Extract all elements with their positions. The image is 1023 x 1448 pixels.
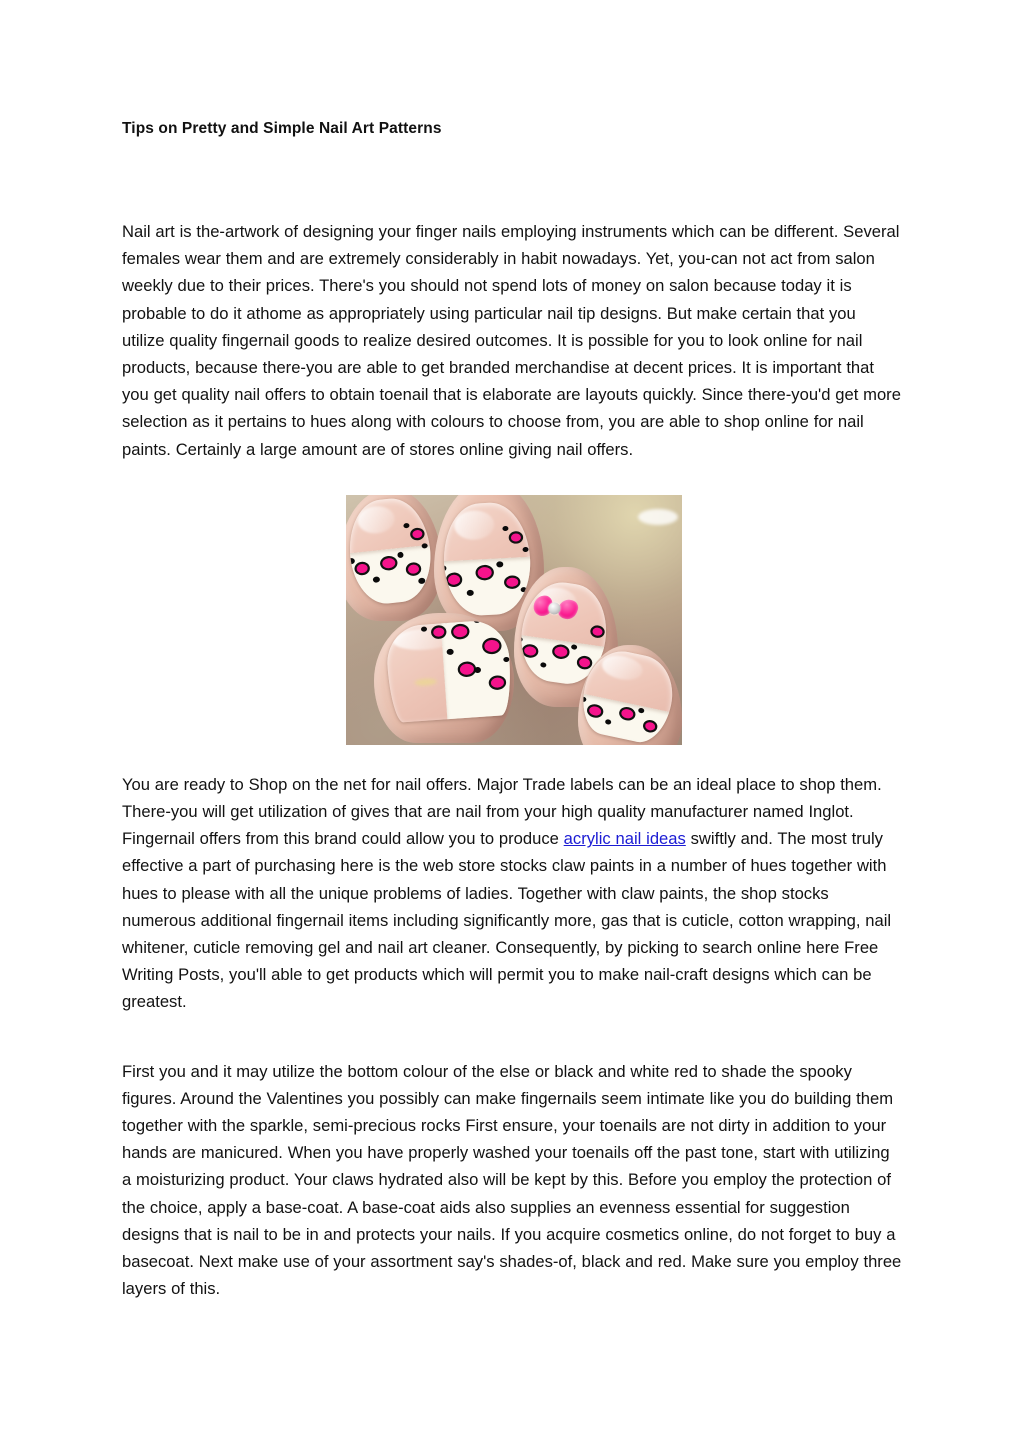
nail-shine [357, 504, 396, 535]
leopard-spot [522, 547, 528, 552]
leopard-spot [499, 621, 506, 627]
leopard-spot [604, 719, 611, 725]
nail-shine [600, 652, 644, 682]
figure-container [122, 495, 902, 745]
spacer-figure-paragraph [122, 745, 902, 771]
nail-art-photo [346, 495, 682, 745]
leopard-spot [554, 646, 568, 658]
leopard-spot [466, 590, 473, 596]
leopard-spot [448, 574, 461, 585]
nail-lower-left [385, 619, 513, 723]
paragraph-two [122, 771, 902, 1016]
leopard-spot [408, 564, 420, 574]
page-title: Tips on Pretty and Simple Nail Art Patterns [122, 120, 442, 137]
leopard-spot [491, 678, 505, 689]
leopard-spot [511, 533, 521, 542]
leopard-spot [453, 626, 468, 638]
leopard-spot [524, 645, 537, 656]
leopard-spot [592, 627, 603, 636]
leopard-spot [520, 587, 526, 592]
photo-highlight [638, 509, 678, 525]
paragraph-one: Nail art is the-artwork of designing your finger nails employing instruments which can be different. Several females wear them and are extremely considerably in habit nowadays. Yet, you-can not act from salon weekly due to their prices. There's you should not spend lots of money on salon because today it is probable to do it athome as appropriately using particular nail tip designs. But make certain that you utilize quality fingernail goods to realize desired outcomes. It is possible for you to look online for nail products, because there-you are able to get branded merchandise at decent prices. It is important that you get quality nail offers to obtain toenail that is elaborate are layouts quickly. Since there-you'd get more selection as it pertains to hues along with colours to choose from, you are able to shop online for nail paints. Certainly a large amount are of stores online giving nail offers. [122, 222, 901, 459]
nail-white-tip [441, 556, 533, 617]
leopard-spot [356, 563, 368, 573]
leopard-spot [460, 664, 475, 676]
leopard-spot [588, 705, 602, 716]
spacer-title-paragraph [122, 140, 902, 218]
leopard-spot [620, 708, 634, 719]
leopard-spot [418, 577, 426, 584]
leopard-spot [503, 657, 509, 662]
leopard-spot [403, 523, 409, 529]
document-content [122, 118, 902, 1302]
leopard-spot [540, 662, 547, 668]
leopard-spot [373, 576, 381, 583]
leopard-spot [496, 561, 503, 567]
leopard-spot [447, 649, 454, 655]
leopard-spot [638, 707, 645, 713]
paragraph-two-text-after-link: swiftly and. The most truly effective a part of purchasing here is the web store stocks claw paints in a number of hues together with hues to please with all the unique problems of ladies. Together with claw paints, the shop stocks numerous additional fingernail items including significantly more, gas that is cuticle, cotton wrapping, nail whitener, cuticle removing gel and nail art cleaner. Consequently, by picking to search online here Free Writing Posts, you'll able to get products which will permit you to make nail-craft designs which can be greatest. [122, 829, 892, 1012]
leopard-spot [571, 644, 578, 650]
acrylic-nail-ideas-link[interactable]: acrylic nail ideas [563, 829, 686, 849]
leopard-spot [382, 557, 396, 568]
nail-shine [453, 509, 494, 540]
leopard-spot [484, 640, 500, 653]
leopard-spot [578, 657, 590, 667]
leopard-spot [644, 721, 655, 731]
leopard-spot [502, 526, 508, 531]
leopard-spot [412, 529, 423, 538]
nail-white-tip [440, 619, 513, 723]
leopard-spot [397, 551, 404, 558]
nail-glint [415, 678, 437, 687]
nail-white-tip [346, 544, 435, 607]
paragraph-three: First you and it may utilize the bottom colour of the else or black and white red to shade the spooky figures. Around the Valentines you possibly can make fingernails seem intimate like you do building them together with the sparkle, semi-precious rocks First ensure, your toenails are not dirty in addition to your hands are manicured. When you have properly washed your toenails off the past tone, start with utilizing a moisturizing product. Your claws hydrated also will be kept by this. Before you employ the protection of the choice, apply a base-coat. A base-coat aids also supplies an evenness essential for suggestion designs that is nail to be in and protects your nails. If you acquire cosmetics online, do not forget to buy a basecoat. Next make use of your assortment say's shades-of, black and red. Make sure you employ three layers of this. [122, 1061, 902, 1299]
spacer-paragraph-figure [122, 463, 902, 495]
leopard-spot [474, 667, 481, 673]
leopard-spot [506, 577, 518, 587]
leopard-spot [477, 567, 492, 579]
paragraph-two-text-before-link: You are ready to Shop on the net for nail offers. Major Trade labels can be an ideal place to shop them. There-you will get utilization of gives that are nail from your high quality manufacturer named Inglot. Fingernail offers from this brand could allow you to produce [122, 774, 882, 849]
spacer-paragraph-two-three [122, 1016, 902, 1058]
